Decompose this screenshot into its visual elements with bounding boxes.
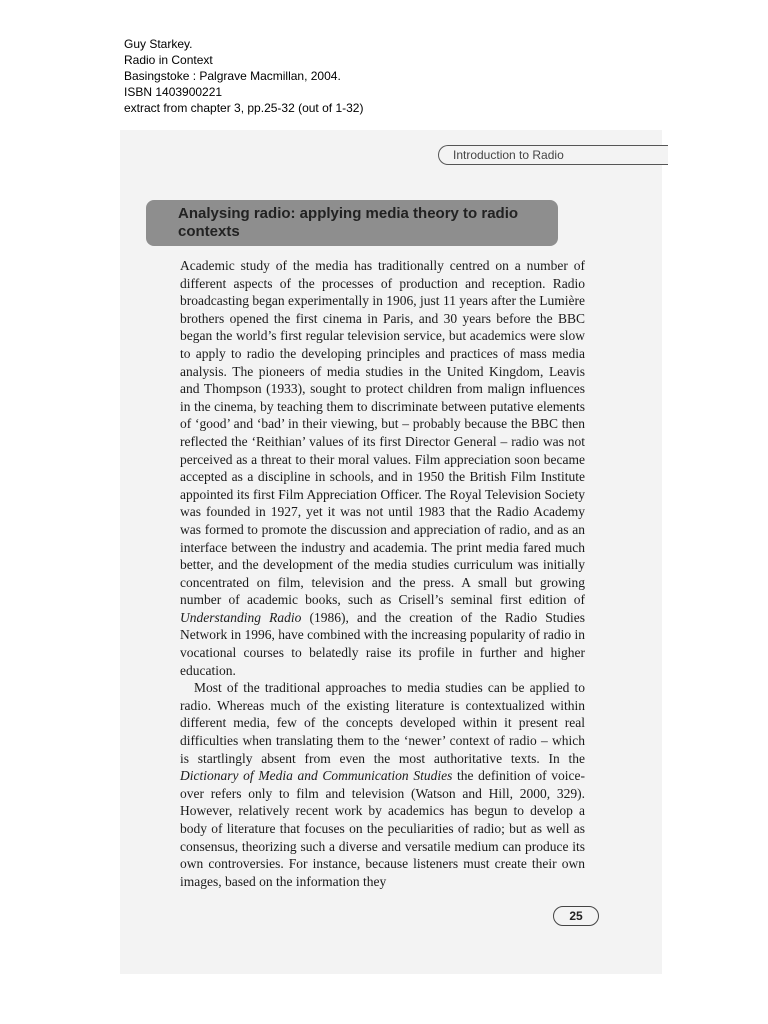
- paragraph-2-part-2: the definition of voice-over refers only to film and television (Watson and Hill, 2000, 329). However, relatively recent work by academics has begun to develop a body of literature that focuses on the peculiarities of radio; but as well as consensus, theorizing such a diverse and versatile medium can produce its own controversies. For instance, because listeners must create their own images, based on the information they: [180, 768, 585, 889]
- paragraph-2: [180, 679, 585, 890]
- section-heading: Analysing radio: applying media theory to radio contexts: [146, 200, 558, 246]
- paragraph-1-part-2: (1986), and the creation of the Radio Studies Network in 1996, have combined with the increasing popularity of radio in vocational courses to belatedly raise its profile in further and higher education.: [180, 609, 585, 678]
- paragraph-2-italic: Dictionary of Media and Communication Studies: [180, 768, 453, 784]
- paragraph-2-part-1: Most of the traditional approaches to media studies can be applied to radio. Whereas much of the existing literature is contextualized within different media, few of the concepts developed within it present real difficulties when translating them to the ‘newer’ context of radio – which is startlingly absent from even the most authoritative texts. In the: [180, 680, 585, 766]
- running-head: Introduction to Radio: [438, 145, 668, 165]
- citation-block: [124, 36, 363, 116]
- body-text: [180, 257, 585, 890]
- paragraph-1-italic: Understanding Radio: [180, 609, 302, 625]
- paragraph-1-part-1: Academic study of the media has traditionally centred on a number of different aspects of the processes of production and reception. Radio broadcasting began experimentally in 1906, just 11 years after the Lumière brothers opened the first cinema in Paris, and 30 years before the BBC began the world’s first regular television service, but academics were slow to apply to radio the developing principles and practices of mass media analysis. The pioneers of media studies in the United Kingdom, Leavis and Thompson (1933), sought to protect children from malign influences in the cinema, by teaching them to discriminate between putative elements of ‘good’ and ‘bad’ in their viewing, but – probably because the BBC then reflected the ‘Reithian’ values of its first Director General – radio was not perceived as a threat to their moral values. Film appreciation soon became accepted as a discipline in schools, and in 1950 the British Film Institute appointed its first Film Appreciation Officer. The Royal Television Society was founded in 1927, yet it was not until 1983 that the Radio Academy was formed to promote the discussion and appreciation of radio, and as an interface between the industry and academia. The print media fared much better, and the development of the media studies curriculum was initially concentrated on film, television and the press. A small but growing number of academic books, such as Crisell’s seminal first edition of: [180, 258, 585, 608]
- citation-isbn: ISBN 1403900221: [124, 85, 223, 99]
- page-number: 25: [553, 906, 599, 926]
- citation-publisher: Basingstoke : Palgrave Macmillan, 2004.: [124, 69, 341, 83]
- paragraph-1: [180, 257, 585, 679]
- citation-title: Radio in Context: [124, 53, 213, 67]
- citation-extract: extract from chapter 3, pp.25-32 (out of 1-32): [124, 101, 364, 115]
- citation-author: Guy Starkey.: [124, 37, 193, 51]
